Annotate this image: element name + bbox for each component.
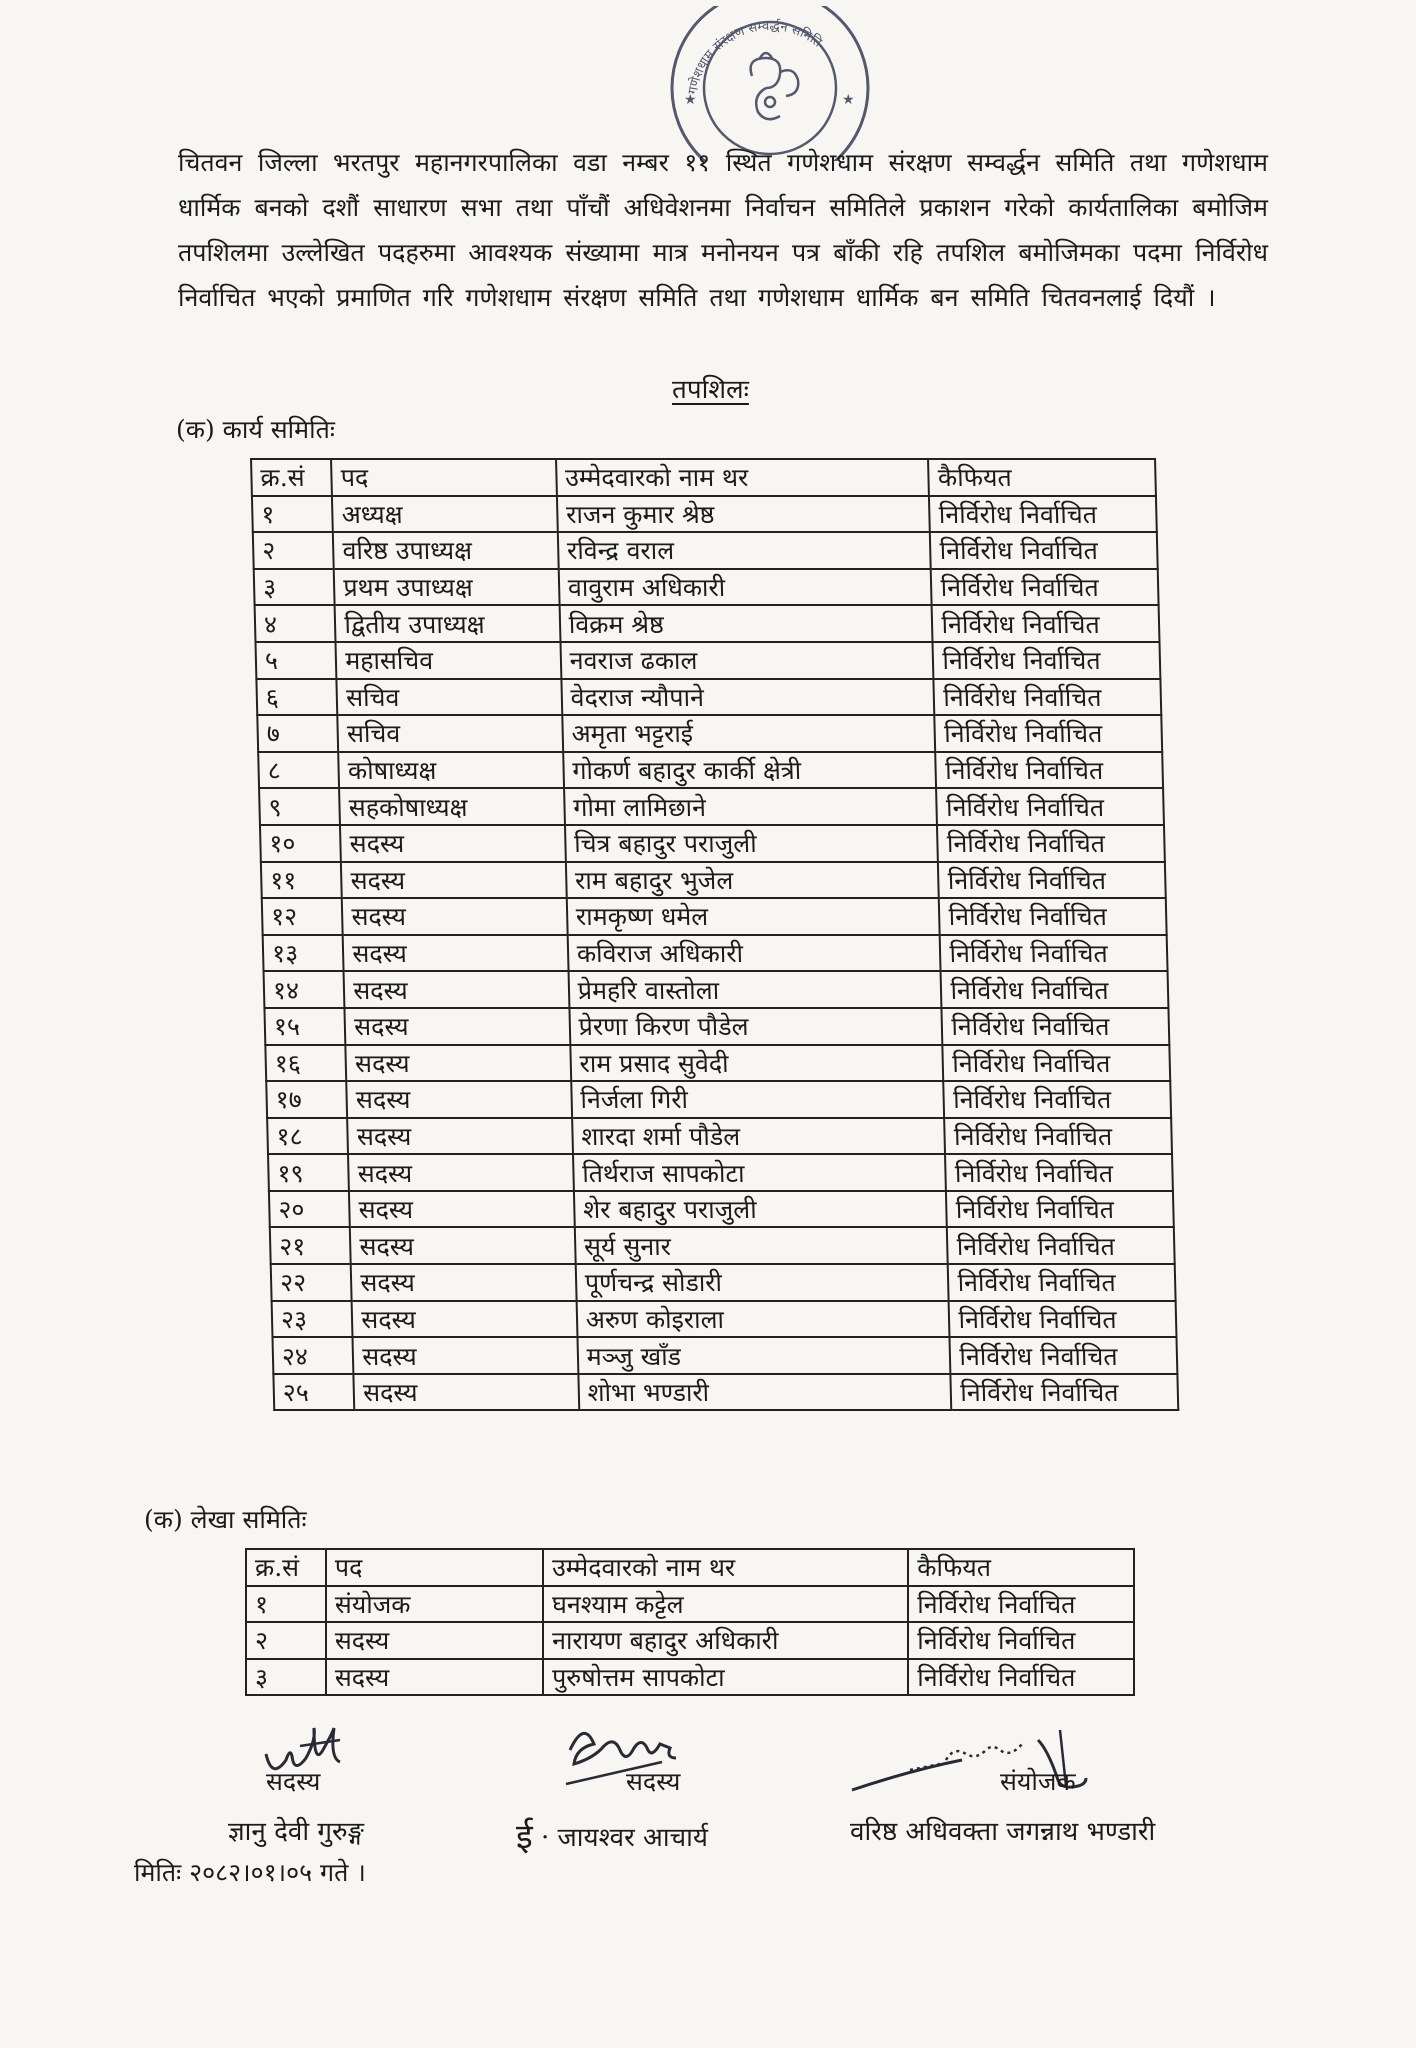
candidate-name-cell: रामकृष्ण धमेल bbox=[567, 898, 941, 935]
position-cell: महासचिव bbox=[336, 642, 561, 679]
serial-cell: १७ bbox=[266, 1081, 347, 1118]
remarks-cell: निर्विरोध निर्वाचित bbox=[908, 1659, 1134, 1696]
header-candidate-name-cell: उम्मेदवारको नाम थर bbox=[556, 459, 930, 496]
table-row bbox=[253, 532, 1158, 569]
serial-cell: २ bbox=[253, 532, 334, 569]
candidate-name-cell: विक्रम श्रेष्ठ bbox=[559, 605, 933, 642]
table-row bbox=[252, 496, 1157, 533]
remarks-cell: निर्विरोध निर्वाचित bbox=[940, 935, 1167, 972]
candidate-name-cell: चित्र बहादुर पराजुली bbox=[565, 825, 939, 862]
table-row bbox=[264, 1008, 1169, 1045]
position-cell: वरिष्ठ उपाध्यक्ष bbox=[333, 532, 558, 569]
schedule-heading: तपशिलः bbox=[672, 375, 749, 405]
executive-committee-table bbox=[250, 458, 1179, 1411]
serial-cell: २ bbox=[246, 1622, 326, 1659]
header-serial-cell: क्र.सं bbox=[246, 1549, 326, 1586]
serial-cell: १५ bbox=[264, 1008, 345, 1045]
remarks-cell: निर्विरोध निर्वाचित bbox=[947, 1227, 1174, 1264]
remarks-cell: निर्विरोध निर्वाचित bbox=[944, 1081, 1171, 1118]
remarks-cell: निर्विरोध निर्वाचित bbox=[931, 569, 1158, 606]
serial-cell: २५ bbox=[273, 1374, 354, 1411]
signatory-1-name: ज्ञानु देवी गुरुङ्ग bbox=[228, 1817, 364, 1847]
svg-text:★: ★ bbox=[684, 92, 697, 108]
serial-cell: २१ bbox=[270, 1227, 351, 1264]
candidate-name-cell: वेदराज न्यौपाने bbox=[561, 679, 935, 716]
serial-cell: १९ bbox=[268, 1154, 349, 1191]
position-cell: अध्यक्ष bbox=[332, 496, 557, 533]
position-cell: सदस्य bbox=[347, 1118, 572, 1155]
remarks-cell: निर्विरोध निर्वाचित bbox=[945, 1154, 1172, 1191]
remarks-cell: निर्विरोध निर्वाचित bbox=[948, 1264, 1175, 1301]
candidate-name-cell: कविराज अधिकारी bbox=[567, 935, 941, 972]
position-cell: सदस्य bbox=[341, 862, 566, 899]
serial-cell: ७ bbox=[257, 715, 338, 752]
candidate-name-cell: पुरुषोत्तम सापकोटा bbox=[543, 1659, 908, 1696]
candidate-name-cell: राम बहादुर भुजेल bbox=[566, 862, 940, 899]
table-header-row bbox=[246, 1549, 1134, 1586]
position-cell: सचिव bbox=[337, 679, 562, 716]
candidate-name-cell: प्रेरणा किरण पौडेल bbox=[569, 1008, 943, 1045]
remarks-cell: निर्विरोध निर्वाचित bbox=[951, 1374, 1178, 1411]
organization-seal bbox=[666, 6, 874, 161]
position-cell: सदस्य bbox=[343, 935, 568, 972]
certificate-paragraph: चितवन जिल्ला भरतपुर महानगरपालिका वडा नम्बर ११ स्थित गणेशधाम संरक्षण सम्वर्द्धन समिति तथा गणेशधाम धार्मिक बनको दशौं साधारण सभा तथा पाँचौं अधिवेशनमा निर्वाचन समितिले प्रकाशन गरेको कार्यतालिका बमोजिम तपशिलमा उल्लेखित पदहरुमा आवश्यक संख्यामा मात्र मनोनयन पत्र बाँकी रहि तपशिल बमोजिमका पदमा निर्विरोध निर्वाचित भएको प्रमाणित गरि गणेशधाम संरक्षण समिति तथा गणेशधाम धार्मिक बन समिति चितवनलाई दियौं । bbox=[178, 148, 1268, 312]
table-row bbox=[265, 1045, 1170, 1082]
position-cell: सदस्य bbox=[340, 825, 565, 862]
remarks-cell: निर्विरोध निर्वाचित bbox=[933, 642, 1160, 679]
remarks-cell: निर्विरोध निर्वाचित bbox=[908, 1622, 1134, 1659]
serial-cell: ११ bbox=[261, 862, 342, 899]
position-cell: सचिव bbox=[338, 715, 563, 752]
ganesh-emblem-icon bbox=[751, 53, 799, 119]
svg-text:गणेशधाम संरक्षण सम्वर्द्धन समि bbox=[686, 18, 826, 96]
position-cell: सदस्य bbox=[348, 1154, 573, 1191]
candidate-name-cell: घनश्याम कट्टेल bbox=[543, 1586, 908, 1623]
accounts-committee-label: (क) लेखा समितिः bbox=[144, 1505, 307, 1534]
candidate-name-cell: अमृता भट्टराई bbox=[562, 715, 936, 752]
table-row bbox=[260, 825, 1165, 862]
position-cell: सदस्य bbox=[352, 1301, 577, 1338]
table-row bbox=[269, 1191, 1174, 1228]
serial-cell: १४ bbox=[264, 971, 345, 1008]
table-row bbox=[255, 605, 1160, 642]
candidate-name-cell: राम प्रसाद सुवेदी bbox=[570, 1045, 944, 1082]
candidate-name-cell: अरुण कोइराला bbox=[576, 1301, 950, 1338]
remarks-cell: निर्विरोध निर्वाचित bbox=[937, 788, 1164, 825]
candidate-name-cell: सूर्य सुनार bbox=[575, 1227, 949, 1264]
table-row bbox=[268, 1154, 1173, 1191]
table-row bbox=[254, 569, 1159, 606]
position-cell: सदस्य bbox=[350, 1227, 575, 1264]
remarks-cell: निर्विरोध निर्वाचित bbox=[945, 1118, 1172, 1155]
position-cell: संयोजक bbox=[326, 1586, 543, 1623]
remarks-cell: निर्विरोध निर्वाचित bbox=[935, 715, 1162, 752]
remarks-cell: निर्विरोध निर्वाचित bbox=[938, 862, 1165, 899]
executive-committee-label: (क) कार्य समितिः bbox=[176, 415, 335, 444]
remarks-cell: निर्विरोध निर्वाचित bbox=[939, 898, 1166, 935]
signature-jagannath bbox=[850, 1720, 1130, 1800]
table-row bbox=[273, 1374, 1178, 1411]
remarks-cell: निर्विरोध निर्वाचित bbox=[941, 971, 1168, 1008]
position-cell: सहकोषाध्यक्ष bbox=[339, 788, 564, 825]
table-row bbox=[259, 788, 1164, 825]
header-remarks-cell: कैफियत bbox=[908, 1549, 1134, 1586]
table-row bbox=[263, 935, 1168, 972]
serial-cell: ३ bbox=[254, 569, 335, 606]
signatory-2-name-text: जायश्वर आचार्य bbox=[557, 1823, 708, 1853]
serial-cell: १६ bbox=[265, 1045, 346, 1082]
serial-cell: १० bbox=[260, 825, 341, 862]
table-row bbox=[272, 1301, 1177, 1338]
remarks-cell: निर्विरोध निर्वाचित bbox=[934, 679, 1161, 716]
candidate-name-cell: वावुराम अधिकारी bbox=[558, 569, 932, 606]
remarks-cell: निर्विरोध निर्वाचित bbox=[943, 1045, 1170, 1082]
remarks-cell: निर्विरोध निर्वाचित bbox=[908, 1586, 1134, 1623]
position-cell: सदस्य bbox=[346, 1045, 571, 1082]
remarks-cell: निर्विरोध निर्वाचित bbox=[930, 532, 1157, 569]
serial-cell: १३ bbox=[263, 935, 344, 972]
header-position-cell: पद bbox=[326, 1549, 543, 1586]
remarks-cell: निर्विरोध निर्वाचित bbox=[936, 752, 1163, 789]
serial-cell: २३ bbox=[272, 1301, 353, 1338]
serial-cell: ४ bbox=[255, 605, 336, 642]
table-row bbox=[271, 1264, 1176, 1301]
position-cell: सदस्य bbox=[351, 1264, 576, 1301]
svg-text:★: ★ bbox=[842, 92, 855, 108]
position-cell: कोषाध्यक्ष bbox=[338, 752, 563, 789]
header-remarks-cell: कैफियत bbox=[928, 459, 1155, 496]
table-row bbox=[246, 1586, 1134, 1623]
serial-cell: १ bbox=[246, 1586, 326, 1623]
candidate-name-cell: तिर्थराज सापकोटा bbox=[573, 1154, 947, 1191]
serial-cell: १८ bbox=[267, 1118, 348, 1155]
table-row bbox=[255, 642, 1160, 679]
position-cell: द्वितीय उपाध्यक्ष bbox=[335, 605, 560, 642]
signatory-2-title: सदस्य bbox=[626, 1767, 681, 1796]
position-cell: सदस्य bbox=[326, 1659, 543, 1696]
candidate-name-cell: मञ्जु खाँड bbox=[577, 1337, 951, 1374]
remarks-cell: निर्विरोध निर्वाचित bbox=[946, 1191, 1173, 1228]
remarks-cell: निर्विरोध निर्वाचित bbox=[949, 1301, 1176, 1338]
table-row bbox=[246, 1659, 1134, 1696]
candidate-name-cell: पूर्णचन्द्र सोडारी bbox=[575, 1264, 949, 1301]
table-row bbox=[262, 898, 1167, 935]
serial-cell: १ bbox=[252, 496, 333, 533]
candidate-name-cell: शोभा भण्डारी bbox=[578, 1374, 952, 1411]
table-row bbox=[256, 679, 1161, 716]
table-row bbox=[266, 1081, 1171, 1118]
remarks-cell: निर्विरोध निर्वाचित bbox=[937, 825, 1164, 862]
position-cell: सदस्य bbox=[344, 971, 569, 1008]
candidate-name-cell: गोकर्ण बहादुर कार्की क्षेत्री bbox=[563, 752, 937, 789]
position-cell: सदस्य bbox=[349, 1191, 574, 1228]
table-row bbox=[264, 971, 1169, 1008]
header-candidate-name-cell: उम्मेदवारको नाम थर bbox=[543, 1549, 908, 1586]
position-cell: सदस्य bbox=[326, 1622, 543, 1659]
candidate-name-cell: नारायण बहादुर अधिकारी bbox=[543, 1622, 908, 1659]
table-row bbox=[257, 715, 1162, 752]
serial-cell: २२ bbox=[271, 1264, 352, 1301]
candidate-name-cell: रविन्द्र वराल bbox=[558, 532, 932, 569]
serial-cell: ६ bbox=[256, 679, 337, 716]
serial-cell: ८ bbox=[258, 752, 339, 789]
signatory-3-title: संयोजक bbox=[1000, 1767, 1076, 1796]
position-cell: सदस्य bbox=[354, 1374, 579, 1411]
serial-cell: २० bbox=[269, 1191, 350, 1228]
position-cell: सदस्य bbox=[345, 1008, 570, 1045]
position-cell: सदस्य bbox=[347, 1081, 572, 1118]
serial-cell: ५ bbox=[255, 642, 336, 679]
table-row bbox=[261, 862, 1166, 899]
signatory-3-name: वरिष्ठ अधिवक्ता जगन्नाथ भण्डारी bbox=[850, 1817, 1156, 1847]
remarks-cell: निर्विरोध निर्वाचित bbox=[942, 1008, 1169, 1045]
serial-cell: ९ bbox=[259, 788, 340, 825]
table-row bbox=[258, 752, 1163, 789]
position-cell: सदस्य bbox=[342, 898, 567, 935]
candidate-name-cell: राजन कुमार श्रेष्ठ bbox=[557, 496, 931, 533]
seal-text: गणेशधाम संरक्षण सम्वर्द्धन समिति bbox=[685, 18, 825, 96]
remarks-cell: निर्विरोध निर्वाचित bbox=[932, 605, 1159, 642]
candidate-name-cell: शारदा शर्मा पौडेल bbox=[572, 1118, 946, 1155]
table-row bbox=[272, 1337, 1177, 1374]
remarks-cell: निर्विरोध निर्वाचित bbox=[929, 496, 1156, 533]
table-row bbox=[267, 1118, 1172, 1155]
table-header-row bbox=[251, 459, 1156, 496]
candidate-name-cell: गोमा लामिछाने bbox=[564, 788, 938, 825]
candidate-name-cell: निर्जला गिरी bbox=[571, 1081, 945, 1118]
candidate-name-cell: प्रेमहरि वास्तोला bbox=[568, 971, 942, 1008]
serial-cell: १२ bbox=[262, 898, 343, 935]
header-position-cell: पद bbox=[331, 459, 556, 496]
position-cell: प्रथम उपाध्यक्ष bbox=[334, 569, 559, 606]
signature-block bbox=[0, 1720, 1416, 1960]
signatory-1-title: सदस्य bbox=[266, 1767, 321, 1796]
remarks-cell: निर्विरोध निर्वाचित bbox=[950, 1337, 1177, 1374]
signatory-2-name: ई · जायश्वर आचार्य bbox=[516, 1817, 708, 1857]
position-cell: सदस्य bbox=[353, 1337, 578, 1374]
header-serial-cell: क्र.सं bbox=[251, 459, 332, 496]
table-row bbox=[270, 1227, 1175, 1264]
candidate-name-cell: शेर बहादुर पराजुली bbox=[574, 1191, 948, 1228]
document-date: मितिः २०८२।०१।०५ गते । bbox=[134, 1858, 366, 1887]
table-row bbox=[246, 1622, 1134, 1659]
serial-cell: ३ bbox=[246, 1659, 326, 1696]
candidate-name-cell: नवराज ढकाल bbox=[560, 642, 934, 679]
serial-cell: २४ bbox=[272, 1337, 353, 1374]
accounts-committee-table bbox=[245, 1548, 1135, 1696]
